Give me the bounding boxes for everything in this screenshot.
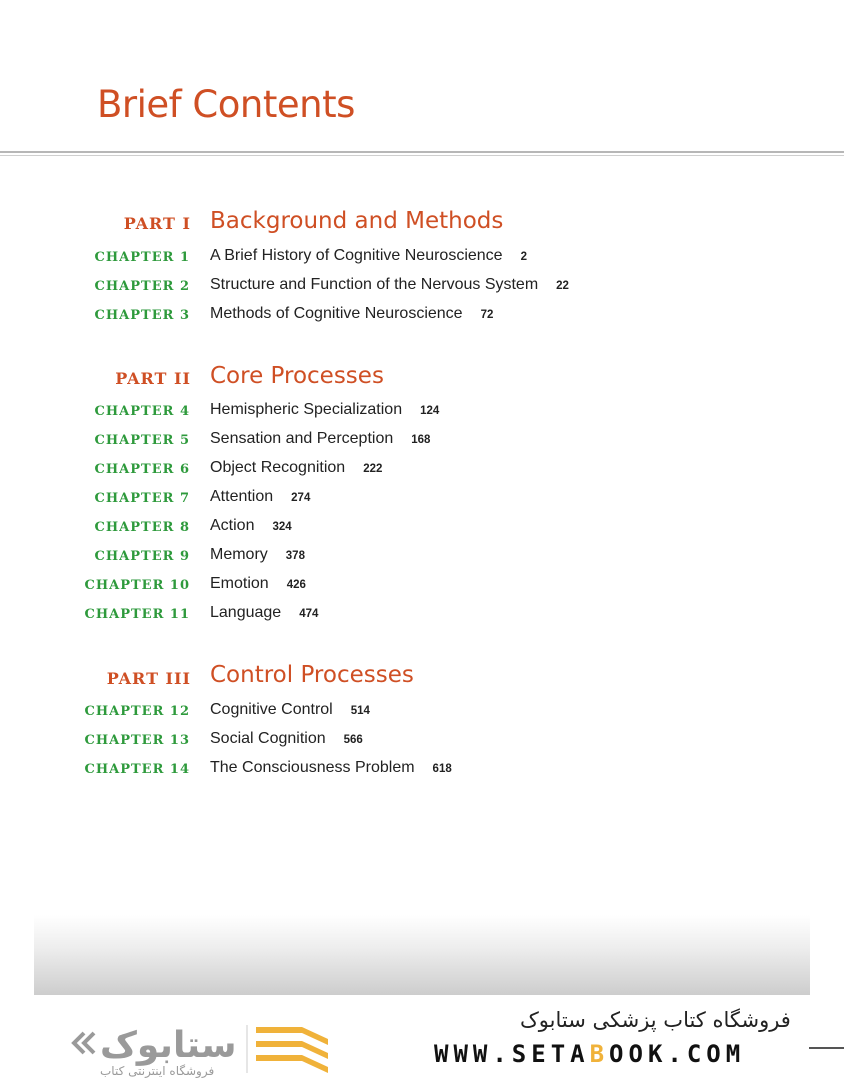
header-rule: [0, 151, 844, 153]
chapter-page: 566: [343, 734, 363, 746]
chapter-title: Hemispheric Specialization: [210, 401, 403, 418]
url-part: OOK.COM: [609, 1040, 746, 1068]
chapter-page: 378: [285, 550, 305, 562]
chapter-entry[interactable]: [210, 459, 382, 477]
chapter-entry[interactable]: [210, 276, 569, 294]
chapter-page: 324: [272, 521, 292, 533]
chapter-label: CHAPTER 10: [84, 578, 190, 593]
logo-text: ستابوک: [100, 1025, 237, 1066]
chapter-label: CHAPTER 8: [94, 520, 190, 535]
chapter-label: CHAPTER 4: [94, 404, 190, 419]
setabook-logo-icon: [70, 1015, 340, 1080]
chapter-page: 514: [350, 705, 370, 717]
chapter-title: A Brief History of Cognitive Neuroscience: [210, 247, 503, 264]
chapter-entry[interactable]: [210, 305, 493, 323]
setabook-logo[interactable]: [70, 1015, 340, 1080]
chapter-title: Structure and Function of the Nervous System: [210, 276, 539, 293]
chapter-title: Emotion: [210, 575, 269, 592]
chapter-page: 22: [556, 280, 569, 292]
logo-subtext: فروشگاه اینترنتی کتاب: [100, 1064, 215, 1078]
header-rule-thin: [0, 155, 844, 156]
page-title: Brief Contents: [97, 83, 355, 126]
chapter-title: Memory: [210, 546, 268, 563]
url-highlight: B: [589, 1040, 610, 1068]
chapter-label: CHAPTER 13: [84, 733, 190, 748]
part-label: PART II: [115, 369, 191, 388]
chapter-label: CHAPTER 6: [94, 462, 190, 477]
chapter-title: Cognitive Control: [210, 701, 333, 718]
chapter-page: 2: [520, 251, 527, 263]
chapter-page: 474: [299, 608, 319, 620]
chapter-label: CHAPTER 14: [84, 762, 190, 777]
chapter-title: Language: [210, 604, 282, 621]
chapter-label: CHAPTER 12: [84, 704, 190, 719]
store-name: فروشگاه کتاب پزشکی ستابوک: [520, 1008, 791, 1032]
chapter-label: CHAPTER 11: [84, 607, 190, 622]
chapter-label: CHAPTER 1: [94, 250, 190, 265]
chapter-title: Social Cognition: [210, 730, 326, 747]
chapter-page: 618: [432, 763, 452, 775]
chapter-label: CHAPTER 7: [94, 491, 190, 506]
chapter-entry[interactable]: [210, 730, 363, 748]
chapter-entry[interactable]: [210, 517, 292, 535]
chapter-page: 426: [286, 579, 306, 591]
chapter-title: Object Recognition: [210, 459, 346, 476]
chapter-entry[interactable]: [210, 401, 439, 419]
part-title[interactable]: Control Processes: [210, 662, 414, 688]
chapter-entry[interactable]: [210, 701, 370, 719]
chapter-entry[interactable]: [210, 575, 306, 593]
chapter-page: 274: [291, 492, 311, 504]
chapter-page: 168: [411, 434, 431, 446]
chapter-entry[interactable]: [210, 430, 430, 448]
footer-rule: [809, 1047, 844, 1049]
chapter-entry[interactable]: [210, 488, 310, 506]
chapter-entry[interactable]: [210, 759, 452, 777]
chapter-page: 72: [480, 309, 494, 321]
store-url[interactable]: [434, 1040, 745, 1068]
chapter-page: 124: [420, 405, 440, 417]
part-title[interactable]: Background and Methods: [210, 208, 504, 234]
chapter-title: Attention: [210, 488, 274, 505]
part-title[interactable]: Core Processes: [210, 363, 384, 389]
chapter-page: 222: [363, 463, 383, 475]
url-part: WWW.SETA: [434, 1040, 590, 1068]
page-shadow: [34, 915, 810, 995]
chapter-label: CHAPTER 5: [94, 433, 190, 448]
chapter-entry[interactable]: [210, 546, 305, 564]
chapter-label: CHAPTER 2: [94, 279, 190, 294]
chapter-label: CHAPTER 3: [94, 308, 190, 323]
chapter-label: CHAPTER 9: [94, 549, 190, 564]
chapter-title: The Consciousness Problem: [210, 759, 415, 776]
chapter-title: Action: [210, 517, 255, 534]
chapter-title: Sensation and Perception: [210, 430, 394, 447]
chapter-entry[interactable]: [210, 604, 318, 622]
chapter-entry[interactable]: [210, 247, 527, 265]
part-label: PART I: [123, 214, 191, 233]
part-label: PART III: [106, 669, 191, 688]
chapter-title: Methods of Cognitive Neuroscience: [210, 305, 463, 322]
